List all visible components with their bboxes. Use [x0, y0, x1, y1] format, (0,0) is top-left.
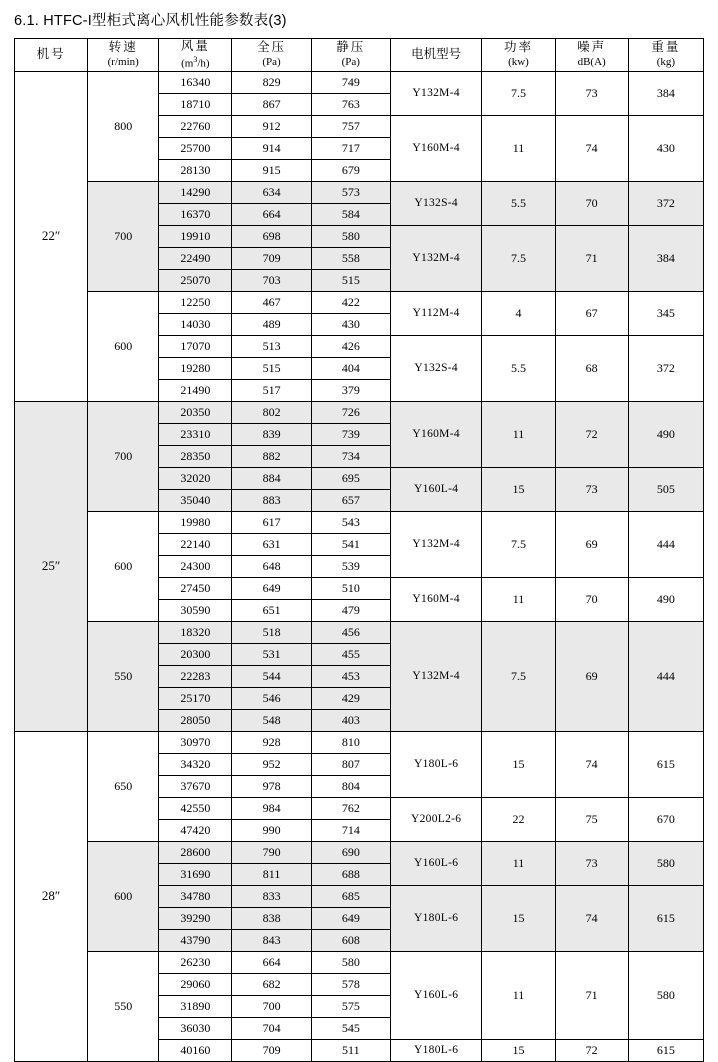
cell-static: 679 [311, 160, 390, 182]
cell-flow: 20350 [159, 402, 232, 424]
cell-static: 810 [311, 732, 390, 754]
cell-static: 479 [311, 600, 390, 622]
table-row [15, 292, 704, 314]
cell-full: 703 [232, 270, 311, 292]
cell-flow: 27450 [159, 578, 232, 600]
table-row [15, 72, 704, 94]
cell-speed: 550 [88, 622, 159, 732]
cell-static: 685 [311, 886, 390, 908]
cell-flow: 34780 [159, 886, 232, 908]
cell-flow: 19910 [159, 226, 232, 248]
cell-full: 648 [232, 556, 311, 578]
cell-static: 690 [311, 842, 390, 864]
cell-full: 952 [232, 754, 311, 776]
column-header-unit: dB(A) [577, 55, 606, 68]
cell-noise: 74 [555, 886, 628, 952]
cell-speed: 550 [88, 952, 159, 1062]
cell-flow: 19980 [159, 512, 232, 534]
cell-weight: 345 [628, 292, 703, 336]
cell-motor-model: Y160L-6 [390, 952, 481, 1040]
cell-motor-model: Y132S-4 [390, 182, 481, 226]
cell-weight: 580 [628, 952, 703, 1040]
cell-power: 11 [482, 952, 555, 1040]
cell-noise: 73 [555, 468, 628, 512]
column-header-label: 电机型号 [411, 47, 462, 62]
column-header-label: 重量 [651, 40, 681, 55]
table-row [15, 622, 704, 644]
cell-motor-model: Y132M-4 [390, 512, 481, 578]
cell-static: 657 [311, 490, 390, 512]
cell-full: 843 [232, 930, 311, 952]
cell-motor-model: Y180L-6 [390, 732, 481, 798]
cell-full: 518 [232, 622, 311, 644]
column-header-unit: (kg) [656, 55, 676, 68]
cell-weight: 444 [628, 622, 703, 732]
cell-full: 883 [232, 490, 311, 512]
cell-power: 11 [482, 402, 555, 468]
cell-motor-model: Y160M-4 [390, 578, 481, 622]
cell-power: 7.5 [482, 226, 555, 292]
cell-static: 422 [311, 292, 390, 314]
cell-power: 5.5 [482, 182, 555, 226]
cell-flow: 22760 [159, 116, 232, 138]
column-header-4 [311, 39, 390, 72]
cell-flow: 32020 [159, 468, 232, 490]
cell-full: 790 [232, 842, 311, 864]
column-header-label: 噪声 [577, 40, 607, 55]
cell-flow: 28050 [159, 710, 232, 732]
cell-flow: 20300 [159, 644, 232, 666]
cell-static: 762 [311, 798, 390, 820]
cell-flow: 35040 [159, 490, 232, 512]
cell-motor-model: Y132M-4 [390, 622, 481, 732]
cell-noise: 67 [555, 292, 628, 336]
cell-static: 543 [311, 512, 390, 534]
cell-flow: 22140 [159, 534, 232, 556]
cell-full: 700 [232, 996, 311, 1018]
cell-weight: 615 [628, 732, 703, 798]
cell-flow: 26230 [159, 952, 232, 974]
cell-full: 839 [232, 424, 311, 446]
cell-flow: 14030 [159, 314, 232, 336]
cell-full: 531 [232, 644, 311, 666]
cell-speed: 800 [88, 72, 159, 182]
cell-full: 802 [232, 402, 311, 424]
cell-full: 664 [232, 204, 311, 226]
cell-weight: 580 [628, 842, 703, 886]
cell-noise: 73 [555, 842, 628, 886]
cell-static: 763 [311, 94, 390, 116]
column-header-unit: $(m^3/h)$ [181, 54, 210, 70]
cell-static: 510 [311, 578, 390, 600]
cell-full: 548 [232, 710, 311, 732]
cell-static: 580 [311, 226, 390, 248]
cell-flow: 39290 [159, 908, 232, 930]
cell-static: 688 [311, 864, 390, 886]
column-header-label: 功率 [503, 40, 533, 55]
cell-power: 15 [482, 732, 555, 798]
cell-full: 682 [232, 974, 311, 996]
cell-motor-model: Y160L-4 [390, 468, 481, 512]
column-header-3 [232, 39, 311, 72]
column-header-label: 全压 [257, 40, 287, 55]
cell-static: 804 [311, 776, 390, 798]
cell-noise: 74 [555, 116, 628, 182]
cell-flow: 22490 [159, 248, 232, 270]
cell-flow: 23310 [159, 424, 232, 446]
cell-noise: 71 [555, 226, 628, 292]
cell-flow: 25700 [159, 138, 232, 160]
page-title: 6.1. HTFC-I型柜式离心风机性能参数表(3) [14, 13, 287, 29]
cell-noise: 72 [555, 1040, 628, 1062]
cell-power: 15 [482, 886, 555, 952]
cell-power: 11 [482, 578, 555, 622]
cell-motor-model: Y160M-4 [390, 116, 481, 182]
performance-parameter-table [14, 38, 704, 1062]
cell-flow: 18710 [159, 94, 232, 116]
cell-flow: 18320 [159, 622, 232, 644]
cell-flow: 28600 [159, 842, 232, 864]
column-header-unit: (Pa) [341, 55, 360, 68]
cell-full: 811 [232, 864, 311, 886]
cell-weight: 384 [628, 226, 703, 292]
cell-full: 867 [232, 94, 311, 116]
cell-full: 704 [232, 1018, 311, 1040]
column-header-2 [159, 39, 232, 72]
cell-flow: 25070 [159, 270, 232, 292]
cell-motor-model: Y160L-6 [390, 842, 481, 886]
cell-full: 617 [232, 512, 311, 534]
table-row [15, 182, 704, 204]
cell-static: 558 [311, 248, 390, 270]
cell-static: 807 [311, 754, 390, 776]
cell-flow: 34320 [159, 754, 232, 776]
cell-static: 749 [311, 72, 390, 94]
cell-static: 453 [311, 666, 390, 688]
cell-static: 379 [311, 380, 390, 402]
cell-static: 580 [311, 952, 390, 974]
cell-flow: 47420 [159, 820, 232, 842]
cell-speed: 600 [88, 292, 159, 402]
cell-motor-model: Y160M-4 [390, 402, 481, 468]
cell-full: 884 [232, 468, 311, 490]
cell-static: 430 [311, 314, 390, 336]
column-header-label: 机号 [36, 47, 66, 62]
cell-flow: 28350 [159, 446, 232, 468]
cell-static: 515 [311, 270, 390, 292]
cell-full: 838 [232, 908, 311, 930]
table-row [15, 402, 704, 424]
cell-full: 631 [232, 534, 311, 556]
cell-noise: 74 [555, 732, 628, 798]
cell-motor-model: Y112M-4 [390, 292, 481, 336]
cell-speed: 700 [88, 402, 159, 512]
table-row [15, 952, 704, 974]
cell-static: 403 [311, 710, 390, 732]
cell-full: 709 [232, 1040, 311, 1062]
column-header-label: 静压 [336, 40, 366, 55]
cell-full: 984 [232, 798, 311, 820]
cell-noise: 70 [555, 578, 628, 622]
cell-full: 544 [232, 666, 311, 688]
cell-static: 429 [311, 688, 390, 710]
cell-static: 426 [311, 336, 390, 358]
cell-full: 651 [232, 600, 311, 622]
cell-full: 912 [232, 116, 311, 138]
cell-noise: 71 [555, 952, 628, 1040]
cell-static: 584 [311, 204, 390, 226]
column-header-unit: (r/min) [107, 55, 139, 68]
cell-flow: 14290 [159, 182, 232, 204]
cell-static: 404 [311, 358, 390, 380]
cell-weight: 444 [628, 512, 703, 578]
cell-power: 5.5 [482, 336, 555, 402]
cell-flow: 30970 [159, 732, 232, 754]
cell-noise: 69 [555, 622, 628, 732]
cell-full: 915 [232, 160, 311, 182]
cell-full: 709 [232, 248, 311, 270]
cell-speed: 600 [88, 512, 159, 622]
cell-full: 467 [232, 292, 311, 314]
cell-full: 664 [232, 952, 311, 974]
cell-motor-model: Y180L-6 [390, 886, 481, 952]
column-header-label: 风量 [180, 39, 210, 53]
column-header-label: 转速 [108, 40, 138, 55]
cell-static: 541 [311, 534, 390, 556]
column-header-unit: (Pa) [262, 55, 281, 68]
cell-weight: 615 [628, 1040, 703, 1062]
cell-static: 573 [311, 182, 390, 204]
cell-static: 455 [311, 644, 390, 666]
cell-weight: 372 [628, 336, 703, 402]
column-header-6 [482, 39, 555, 72]
cell-power: 7.5 [482, 622, 555, 732]
cell-motor-model: Y132M-4 [390, 226, 481, 292]
cell-static: 539 [311, 556, 390, 578]
cell-static: 726 [311, 402, 390, 424]
cell-full: 928 [232, 732, 311, 754]
cell-full: 634 [232, 182, 311, 204]
cell-motor-model: Y200L2-6 [390, 798, 481, 842]
cell-power: 11 [482, 842, 555, 886]
cell-flow: 42550 [159, 798, 232, 820]
cell-flow: 37670 [159, 776, 232, 798]
column-header-7 [555, 39, 628, 72]
cell-motor-model: Y132M-4 [390, 72, 481, 116]
cell-flow: 40160 [159, 1040, 232, 1062]
column-header-8 [628, 39, 703, 72]
cell-flow: 16340 [159, 72, 232, 94]
cell-flow: 36030 [159, 1018, 232, 1040]
cell-static: 695 [311, 468, 390, 490]
cell-weight: 505 [628, 468, 703, 512]
cell-full: 914 [232, 138, 311, 160]
cell-flow: 30590 [159, 600, 232, 622]
cell-weight: 490 [628, 402, 703, 468]
cell-static: 649 [311, 908, 390, 930]
table-row [15, 732, 704, 754]
cell-static: 575 [311, 996, 390, 1018]
cell-flow: 43790 [159, 930, 232, 952]
cell-static: 578 [311, 974, 390, 996]
cell-flow: 29060 [159, 974, 232, 996]
cell-static: 739 [311, 424, 390, 446]
cell-flow: 16370 [159, 204, 232, 226]
cell-weight: 372 [628, 182, 703, 226]
cell-static: 608 [311, 930, 390, 952]
cell-power: 15 [482, 468, 555, 512]
cell-flow: 31690 [159, 864, 232, 886]
cell-full: 829 [232, 72, 311, 94]
cell-noise: 68 [555, 336, 628, 402]
cell-flow: 21490 [159, 380, 232, 402]
cell-power: 11 [482, 116, 555, 182]
cell-full: 517 [232, 380, 311, 402]
cell-weight: 430 [628, 116, 703, 182]
cell-static: 717 [311, 138, 390, 160]
cell-full: 833 [232, 886, 311, 908]
cell-power: 15 [482, 1040, 555, 1062]
cell-full: 513 [232, 336, 311, 358]
cell-flow: 28130 [159, 160, 232, 182]
table-body [15, 72, 704, 1062]
table-row [15, 512, 704, 534]
cell-noise: 70 [555, 182, 628, 226]
cell-model-number: 25″ [15, 402, 88, 732]
cell-motor-model: Y132S-4 [390, 336, 481, 402]
cell-noise: 75 [555, 798, 628, 842]
cell-noise: 73 [555, 72, 628, 116]
cell-noise: 72 [555, 402, 628, 468]
cell-power: 7.5 [482, 72, 555, 116]
cell-flow: 19280 [159, 358, 232, 380]
cell-full: 978 [232, 776, 311, 798]
cell-noise: 69 [555, 512, 628, 578]
cell-power: 22 [482, 798, 555, 842]
cell-flow: 24300 [159, 556, 232, 578]
column-header-unit: (kw) [508, 55, 529, 68]
cell-full: 698 [232, 226, 311, 248]
cell-weight: 384 [628, 72, 703, 116]
table-row [15, 842, 704, 864]
cell-model-number: 28″ [15, 732, 88, 1062]
cell-static: 456 [311, 622, 390, 644]
cell-static: 734 [311, 446, 390, 468]
cell-full: 515 [232, 358, 311, 380]
cell-power: 7.5 [482, 512, 555, 578]
column-header-5 [390, 39, 481, 72]
cell-static: 714 [311, 820, 390, 842]
column-header-0 [15, 39, 88, 72]
cell-flow: 25170 [159, 688, 232, 710]
cell-flow: 31890 [159, 996, 232, 1018]
table-header [15, 39, 704, 72]
cell-full: 546 [232, 688, 311, 710]
cell-full: 489 [232, 314, 311, 336]
cell-speed: 650 [88, 732, 159, 842]
cell-full: 882 [232, 446, 311, 468]
column-header-1 [88, 39, 159, 72]
cell-speed: 600 [88, 842, 159, 952]
cell-full: 649 [232, 578, 311, 600]
cell-power: 4 [482, 292, 555, 336]
cell-static: 757 [311, 116, 390, 138]
cell-weight: 670 [628, 798, 703, 842]
cell-speed: 700 [88, 182, 159, 292]
cell-weight: 615 [628, 886, 703, 952]
cell-static: 545 [311, 1018, 390, 1040]
cell-motor-model: Y180L-6 [390, 1040, 481, 1062]
cell-model-number: 22″ [15, 72, 88, 402]
cell-flow: 22283 [159, 666, 232, 688]
cell-weight: 490 [628, 578, 703, 622]
cell-flow: 12250 [159, 292, 232, 314]
cell-static: 511 [311, 1040, 390, 1062]
cell-flow: 17070 [159, 336, 232, 358]
cell-full: 990 [232, 820, 311, 842]
